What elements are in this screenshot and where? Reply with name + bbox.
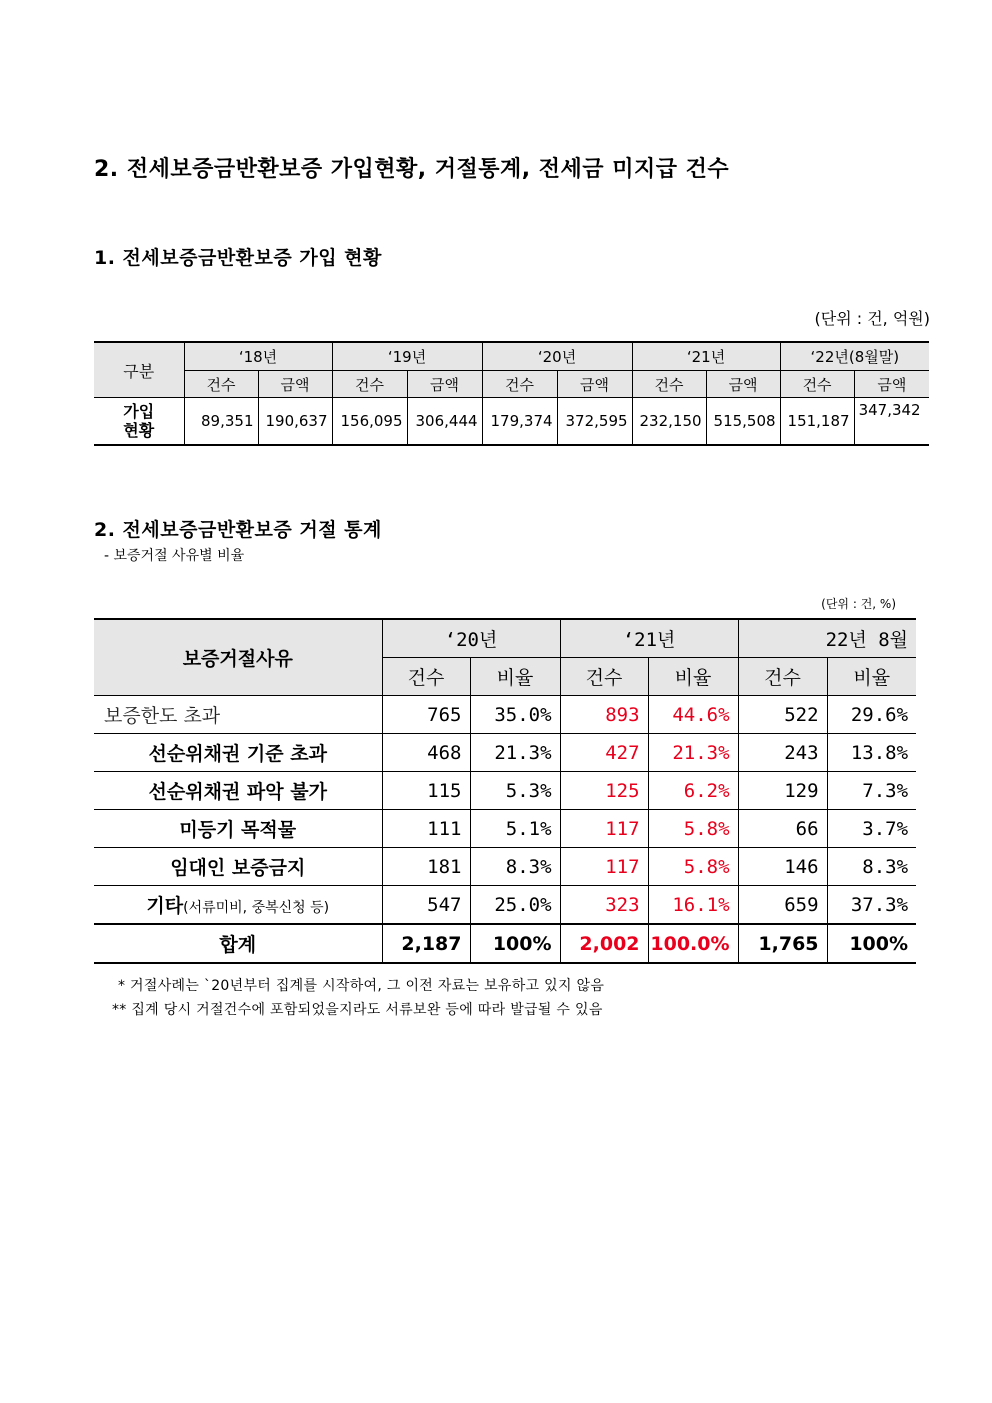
section2-title: 2. 전세보증금반환보증 거절 통계 [94, 519, 382, 541]
ratio-cell: 21.3% [648, 734, 738, 772]
count-cell: 659 [738, 886, 827, 925]
total-ratio: 100.0% [648, 924, 738, 963]
ratio-cell: 3.7% [827, 810, 916, 848]
ratio-cell: 29.6% [827, 696, 916, 734]
value-cell: 232,150 [632, 398, 706, 446]
ratio-cell: 5.3% [470, 772, 560, 810]
year-header: ‘19년 [332, 342, 482, 371]
year-header: ‘21년 [560, 619, 738, 658]
ratio-cell: 25.0% [470, 886, 560, 925]
total-label: 합계 [94, 924, 382, 963]
value-cell: 190,637 [258, 398, 332, 446]
reason-cell: 선순위채권 기준 초과 [94, 734, 382, 772]
total-row [94, 924, 916, 963]
ratio-cell: 8.3% [827, 848, 916, 886]
footnote: * 거절사례는 `20년부터 집계를 시작하여, 그 이전 자료는 보유하고 있지 않음 [118, 978, 605, 994]
ratio-cell: 37.3% [827, 886, 916, 925]
total-ratio: 100% [827, 924, 916, 963]
ratio-cell: 44.6% [648, 696, 738, 734]
ratio-cell: 5.1% [470, 810, 560, 848]
count-cell: 547 [382, 886, 470, 925]
count-cell: 243 [738, 734, 827, 772]
ratio-cell: 16.1% [648, 886, 738, 925]
footnote: ** 집계 당시 거절건수에 포함되었을지라도 서류보완 등에 따라 발급될 수 있음 [112, 1002, 603, 1018]
section1-unit: (단위 : 건, 억원) [814, 309, 930, 328]
ratio-cell: 8.3% [470, 848, 560, 886]
ratio-cell: 7.3% [827, 772, 916, 810]
table-row [94, 696, 916, 734]
ratio-cell: 35.0% [470, 696, 560, 734]
value-cell: 306,444 [407, 398, 482, 446]
reason-cell: 임대인 보증금지 [94, 848, 382, 886]
section1-title: 1. 전세보증금반환보증 가입 현황 [94, 247, 382, 269]
count-cell: 115 [382, 772, 470, 810]
count-cell: 181 [382, 848, 470, 886]
count-header: 건수 [738, 658, 827, 696]
amount-header: 금액 [557, 371, 632, 398]
count-header: 건수 [632, 371, 706, 398]
table-row [94, 848, 916, 886]
count-cell: 146 [738, 848, 827, 886]
table-row [94, 734, 916, 772]
reason-cell: 선순위채권 파악 불가 [94, 772, 382, 810]
count-cell: 893 [560, 696, 648, 734]
reason-cell: 미등기 목적물 [94, 810, 382, 848]
year-header: ‘22년(8월말) [780, 342, 929, 371]
count-cell: 427 [560, 734, 648, 772]
count-cell: 468 [382, 734, 470, 772]
ratio-cell: 13.8% [827, 734, 916, 772]
amount-header: 금액 [706, 371, 780, 398]
count-header: 건수 [482, 371, 557, 398]
count-cell: 125 [560, 772, 648, 810]
row-label: 가입 현황 [94, 398, 184, 446]
total-ratio: 100% [470, 924, 560, 963]
total-count: 2,002 [560, 924, 648, 963]
count-cell: 522 [738, 696, 827, 734]
value-cell: 179,374 [482, 398, 557, 446]
value-cell: 372,595 [557, 398, 632, 446]
count-cell: 117 [560, 810, 648, 848]
table-row [94, 772, 916, 810]
count-cell: 111 [382, 810, 470, 848]
total-count: 2,187 [382, 924, 470, 963]
year-header: ‘18년 [184, 342, 332, 371]
year-header: 22년 8월 [738, 619, 916, 658]
value-cell: 347,342 [854, 398, 929, 446]
ratio-header: 비율 [648, 658, 738, 696]
count-cell: 117 [560, 848, 648, 886]
ratio-cell: 6.2% [648, 772, 738, 810]
page-title: 2. 전세보증금반환보증 가입현황, 거절통계, 전세금 미지급 건수 [94, 157, 730, 182]
count-header: 건수 [560, 658, 648, 696]
reason-cell: 보증한도 초과 [94, 696, 382, 734]
reason-main: 기타 [146, 895, 184, 917]
reason-detail: (서류미비, 중복신청 등) [183, 900, 330, 916]
count-cell: 323 [560, 886, 648, 925]
year-header: ‘21년 [632, 342, 780, 371]
value-cell: 89,351 [184, 398, 258, 446]
subscription-table [94, 341, 929, 446]
ratio-cell: 21.3% [470, 734, 560, 772]
rejection-table [94, 618, 916, 964]
ratio-cell: 5.8% [648, 810, 738, 848]
ratio-header: 비율 [470, 658, 560, 696]
value-cell: 515,508 [706, 398, 780, 446]
year-header: ‘20년 [382, 619, 560, 658]
table-row [94, 886, 916, 925]
table-row [94, 810, 916, 848]
reason-cell [94, 886, 382, 925]
count-header: 건수 [780, 371, 854, 398]
amount-header: 금액 [258, 371, 332, 398]
count-header: 건수 [382, 658, 470, 696]
count-cell: 765 [382, 696, 470, 734]
section2-subnote: - 보증거절 사유별 비율 [104, 548, 245, 564]
count-cell: 129 [738, 772, 827, 810]
count-header: 건수 [184, 371, 258, 398]
section2-unit: (단위 : 건, %) [821, 597, 896, 611]
ratio-cell: 5.8% [648, 848, 738, 886]
amount-header: 금액 [407, 371, 482, 398]
reason-header: 보증거절사유 [94, 619, 382, 696]
corner-header: 구분 [94, 342, 184, 398]
value-cell: 156,095 [332, 398, 407, 446]
ratio-header: 비율 [827, 658, 916, 696]
count-cell: 66 [738, 810, 827, 848]
year-header: ‘20년 [482, 342, 632, 371]
value-cell: 151,187 [780, 398, 854, 446]
total-count: 1,765 [738, 924, 827, 963]
count-header: 건수 [332, 371, 407, 398]
amount-header: 금액 [854, 371, 929, 398]
